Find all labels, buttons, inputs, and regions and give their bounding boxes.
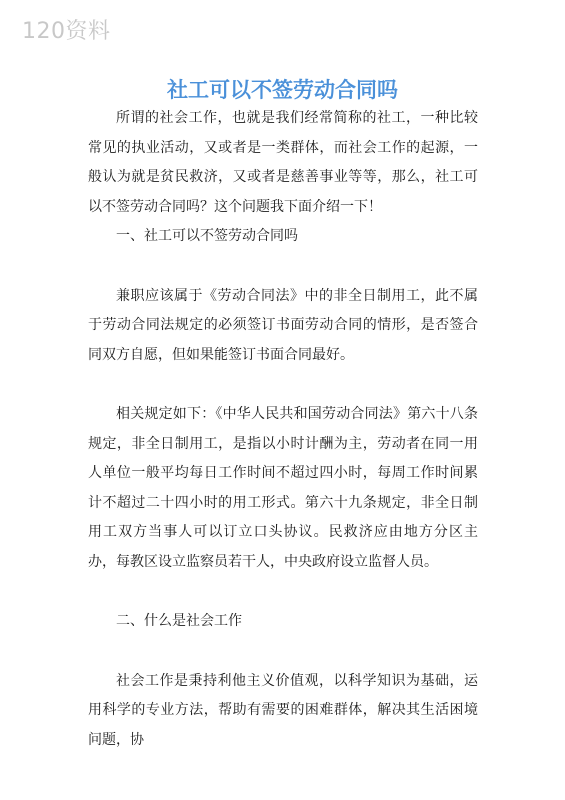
section-heading-1: 一、社工可以不签劳动合同吗 [116,228,298,244]
spacer [88,370,478,400]
spacer [88,252,478,282]
spacer [88,637,478,667]
section-heading-2: 二、什么是社会工作 [116,613,242,629]
paragraph-part-time: 兼职应该属于《劳动合同法》中的非全日制用工，此不属于劳动合同法规定的必须签订书面劳动合同的情形，是否签合同双方自愿，但如果能签订书面合同最好。 [88,287,478,363]
intro-paragraph: 所谓的社会工作，也就是我们经常简称的社工，一种比较常见的执业活动，又或者是一类群体，而社会工作的起源，一般认为就是贫民救济，又或者是慈善事业等等，那么，社工可以不签劳动合同吗？这个问题我下面介绍一下！ [88,110,478,215]
document-title: 社工可以不签劳动合同吗 [167,78,398,102]
paragraph-regulations: 相关规定如下：《中华人民共和国劳动合同法》第六十八条规定，非全日制用工，是指以小时计酬为主，劳动者在同一用人单位一般平均每日工作时间不超过四小时，每周工作时间累计不超过二十四小时的用工形式。第六十九条规定，非全日制用工双方当事人可以订立口头协议。民救济应由地方分区主办，每教区设立监察员若干人，中央政府设立监督人员。 [88,406,478,570]
document-body [88,104,478,755]
watermark-logo: 120资料 [22,19,111,44]
paragraph-social-work: 社会工作是秉持利他主义价值观，以科学知识为基础，运用科学的专业方法，帮助有需要的困难群体，解决其生活困境问题，协 [88,672,478,748]
spacer [88,577,478,607]
